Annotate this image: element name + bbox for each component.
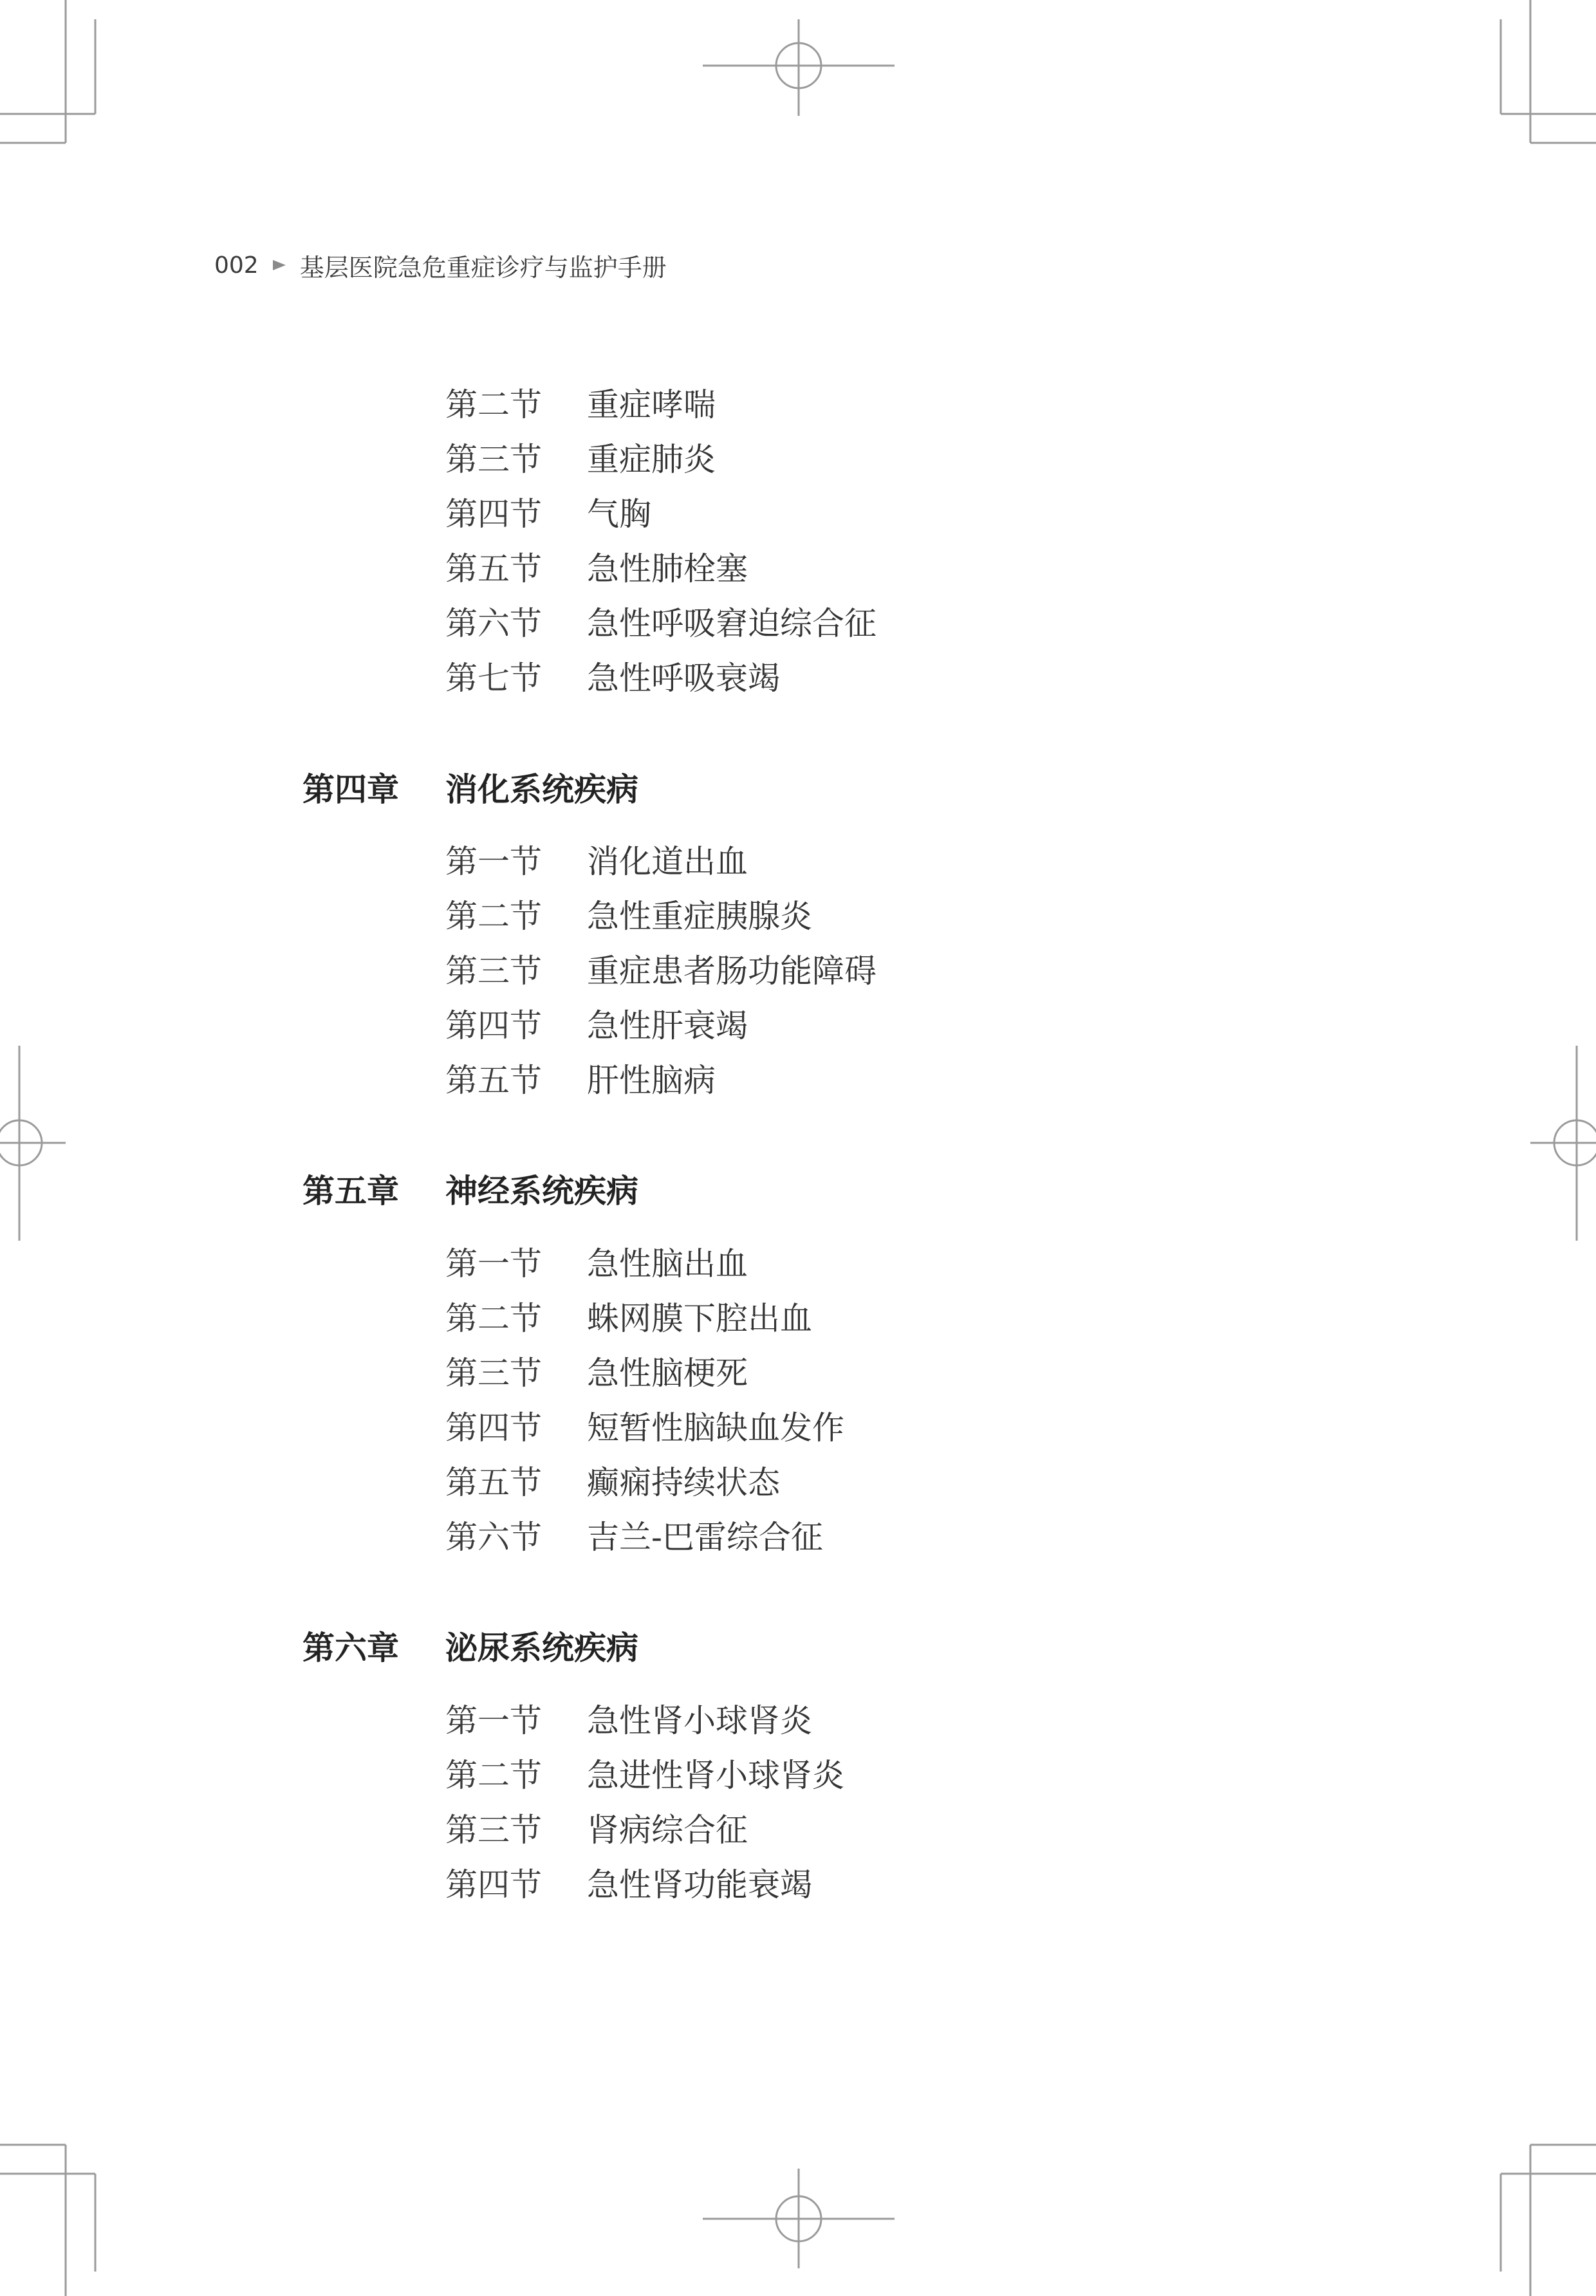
toc-section-title: 短暂性脑缺血发作 [587,1402,848,1449]
toc-section-number: 第六节 [445,605,542,642]
toc-section-title: 急性肺栓塞 [587,543,752,589]
toc-section-number: 第二节 [445,898,542,935]
toc-section-number: 第一节 [445,843,542,880]
toc-section-title: 气胸 [587,488,655,535]
toc-chapter-title: 泌尿系统疾病 [445,1622,642,1669]
toc-section-title: 急性呼吸衰竭 [587,653,784,699]
toc-section-title: 重症患者肠功能障碍 [587,945,880,992]
toc-section-number: 第五节 [445,1062,542,1099]
toc-section-number: 第二节 [445,1300,542,1337]
toc-section-number: 第三节 [445,952,542,990]
toc-section-number: 第四节 [445,1007,542,1044]
toc-section-number: 第五节 [445,1464,542,1501]
toc-section-title: 重症肺炎 [587,434,719,480]
toc-chapter-number: 第四章 [302,770,399,808]
toc-section-title: 急性脑出血 [587,1238,752,1284]
toc-chapter-title: 消化系统疾病 [445,764,642,810]
toc-section-number: 第四节 [445,1409,542,1447]
header-arrow-icon [273,260,286,270]
toc-section-title: 癫痫持续状态 [587,1457,784,1503]
toc-section-number: 第三节 [445,1355,542,1392]
toc-section-title: 吉兰-巴雷综合征 [587,1512,827,1558]
toc-section-title: 急性脑梗死 [587,1347,752,1394]
toc-section-title: 急性重症胰腺炎 [587,891,816,937]
toc-section-number: 第五节 [445,550,542,588]
toc-section-number: 第一节 [445,1702,542,1739]
toc-section-number: 第四节 [445,1866,542,1903]
toc-section-number: 第七节 [445,660,542,697]
running-header [214,246,667,284]
toc-chapter-number: 第六章 [302,1629,399,1667]
toc-section-title: 肝性脑病 [587,1055,719,1101]
page-number: 002 [214,252,259,279]
toc-section-title: 急性肾功能衰竭 [587,1859,816,1905]
toc-section-title: 急性肾小球肾炎 [587,1695,816,1741]
toc-section-title: 蛛网膜下腔出血 [587,1293,816,1339]
toc-section-title: 肾病综合征 [587,1804,752,1851]
toc-section-number: 第二节 [445,1757,542,1794]
toc-section-number: 第三节 [445,441,542,478]
toc-chapter-number: 第五章 [302,1172,399,1210]
toc-section-title: 急性肝衰竭 [587,1000,752,1046]
toc-section-number: 第一节 [445,1245,542,1282]
toc-section-number: 第二节 [445,386,542,423]
book-title: 基层医院急危重症诊疗与监护手册 [299,253,667,282]
toc-chapter-title: 神经系统疾病 [445,1165,642,1212]
toc-section-number: 第三节 [445,1811,542,1849]
toc-section-number: 第六节 [445,1519,542,1556]
toc-section-number: 第四节 [445,495,542,533]
toc-section-title: 急性呼吸窘迫综合征 [587,598,880,644]
toc-section-title: 重症哮喘 [587,379,719,425]
toc-section-title: 消化道出血 [587,836,752,882]
toc-section-title: 急进性肾小球肾炎 [587,1750,848,1796]
